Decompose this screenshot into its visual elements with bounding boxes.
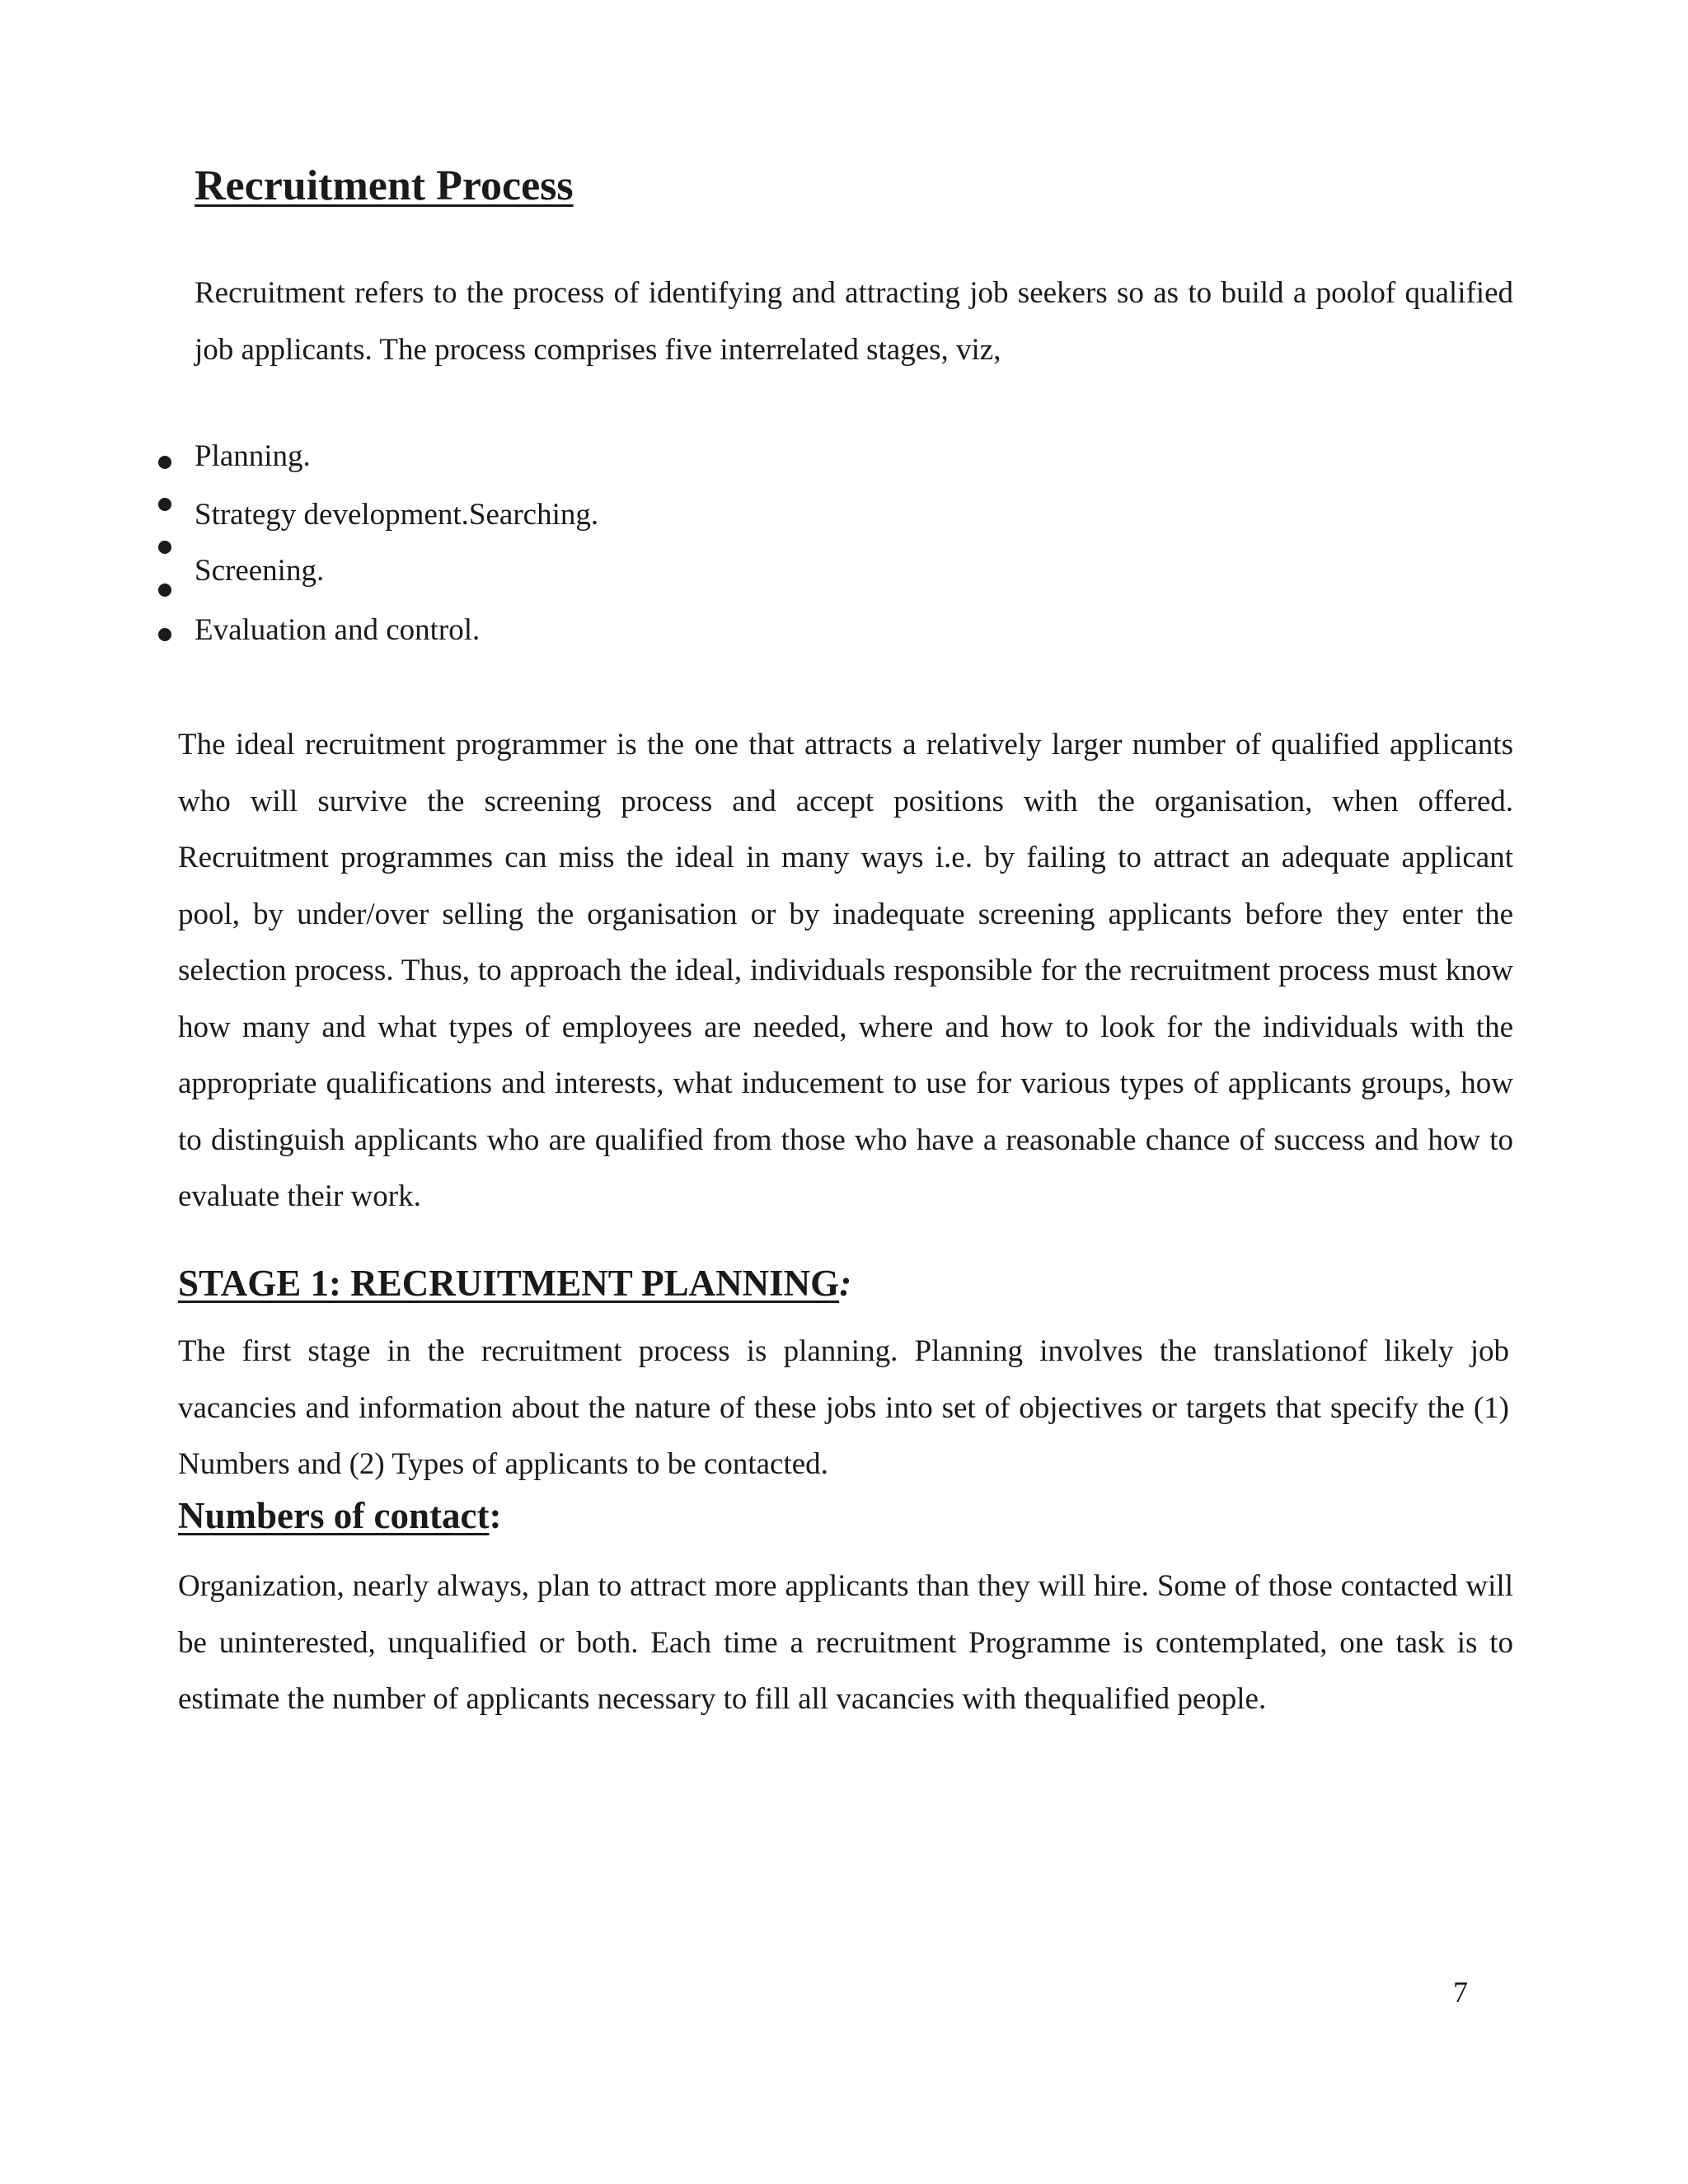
- page-number: 7: [1453, 1975, 1468, 2008]
- bullet-icon: [158, 498, 171, 511]
- stage1-heading: [178, 1262, 851, 1305]
- numbers-heading-text: Numbers of contact: [178, 1495, 490, 1536]
- bullet-item-planning: Planning.: [195, 439, 311, 473]
- page-title: Recruitment Process: [195, 162, 574, 209]
- bullet-icon: [158, 456, 171, 469]
- stage1-paragraph: The first stage in the recruitment process is planning. Planning involves the translationof likely job vacancies and information about the nature of these jobs into set of objectives or targets that specify the (1) Numbers and (2) Types of applicants to be contacted.: [178, 1334, 1509, 1481]
- bullet-icon: [158, 628, 171, 641]
- intro-paragraph: Recruitment refers to the process of identifying and attracting job seekers so as to build a poolof qualified job applicants. The process comprises five interrelated stages, viz,: [195, 276, 1513, 367]
- numbers-of-contact-heading: [178, 1494, 501, 1537]
- stage1-heading-text: STAGE 1: RECRUITMENT PLANNING: [178, 1263, 840, 1304]
- stage1-heading-colon: :: [839, 1263, 852, 1304]
- bullet-icon: [158, 583, 171, 597]
- numbers-heading-colon: :: [489, 1495, 502, 1536]
- bullet-item-screening: Screening.: [195, 554, 325, 588]
- numbers-of-contact-paragraph: Organization, nearly always, plan to attract more applicants than they will hire. Some of those contacted will be uninterested, unqualified or both. Each time a recruitment Programme is contemplated, one task is to estimate the number of applicants necessary to fill all vacancies with thequalified people.: [178, 1569, 1513, 1716]
- ideal-recruitment-paragraph: The ideal recruitment programmer is the one that attracts a relatively larger number of qualified applicants who will survive the screening process and accept positions with the organisation, when offered. Recruitment programmes can miss the ideal in many ways i.e. by failing to attract an adequate applicant pool, by under/over selling the organisation or by inadequate screening applicants before they enter the selection process. Thus, to approach the ideal, individuals responsible for the recruitment process must know how many and what types of employees are needed, where and how to look for the individuals with the appropriate qualifications and interests, what inducement to use for various types of applicants groups, how to distinguish applicants who are qualified from those who have a reasonable chance of success and how to evaluate their work.: [178, 728, 1513, 1213]
- bullet-item-strategy-searching: Strategy development.Searching.: [195, 498, 599, 532]
- bullet-item-evaluation: Evaluation and control.: [195, 613, 481, 647]
- bullet-icon: [158, 541, 171, 554]
